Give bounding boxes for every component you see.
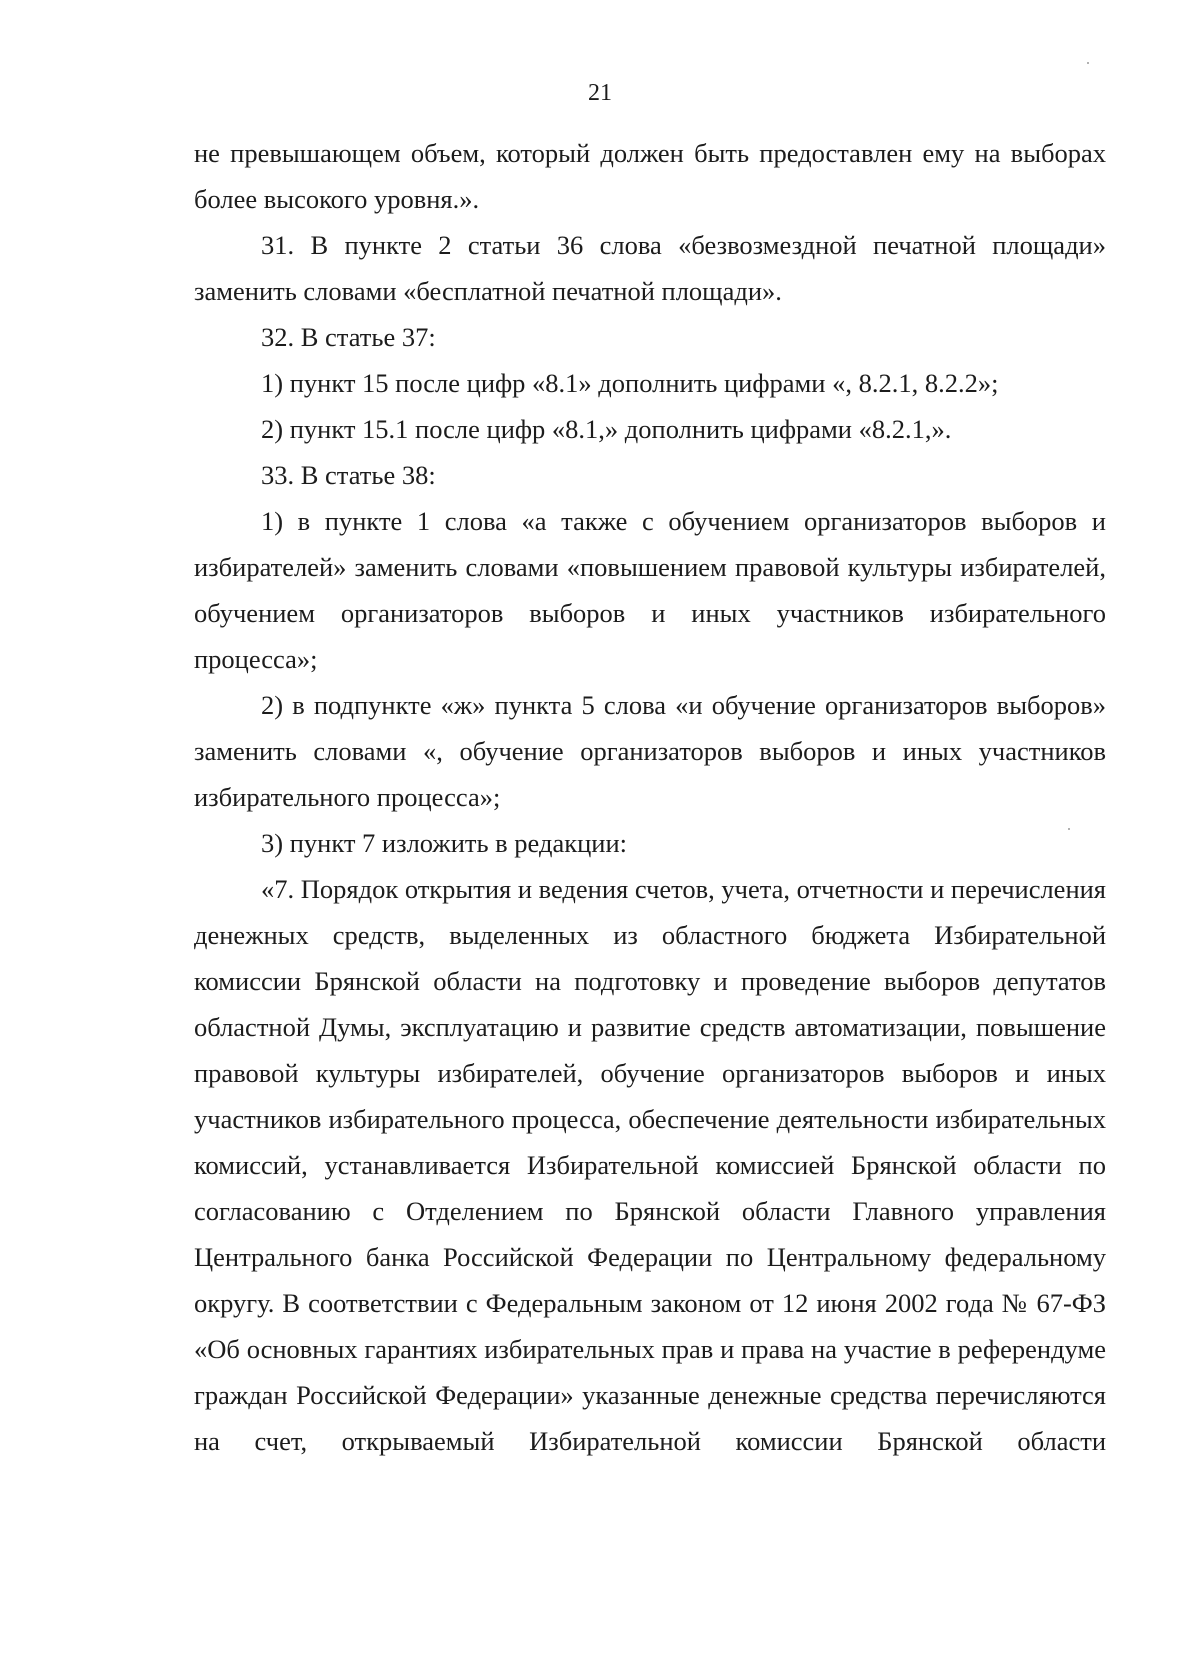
paragraph-item-33: 33. В статье 38:: [261, 460, 436, 490]
paragraph-item-32-1: 1) пункт 15 после цифр «8.1» дополнить цифрами «, 8.2.1, 8.2.2»;: [261, 368, 999, 398]
paragraph-quoted-item-7: «7. Порядок открытия и ведения счетов, учета, отчетности и перечисления денежных средств, выделенных из областного бюджета Избирательной комиссии Брянской области на подготовку и проведение выборов депутатов областной Думы, эксплуатацию и развитие средств автоматизации, повышение правовой культуры избирателей, обучение организаторов выборов и иных участников избирательного процесса, обеспечение деятельности избирательных комиссий, устанавливается Избирательной комиссией Брянской области по согласованию с Отделением по Брянской области Главного управления Центрального банка Российской Федерации по Центральному федеральному округу. В соответствии с Федеральным законом от 12 июня 2002 года № 67-ФЗ «Об основных гарантиях избирательных прав и права на участие в референдуме граждан Российской Федерации» указанные денежные средства перечисляются на счет, открываемый Избирательной комиссии Брянской области: [194, 874, 1106, 1456]
paragraph-item-33-1: 1) в пункте 1 слова «а также с обучением организаторов выборов и избирателей» заменить словами «повышением правовой культуры избирателей, обучением организаторов выборов и иных участников избирательного процесса»;: [194, 506, 1106, 674]
scan-speck: [1068, 828, 1070, 830]
page-number: 21: [588, 80, 612, 106]
paragraph-item-31: 31. В пункте 2 статьи 36 слова «безвозмездной печатной площади» заменить словами «бесплатной печатной площади».: [194, 230, 1106, 306]
paragraph-item-32-2: 2) пункт 15.1 после цифр «8.1,» дополнить цифрами «8.2.1,».: [261, 414, 952, 444]
paragraph-item-32: 32. В статье 37:: [261, 322, 436, 352]
paragraph-item-33-2: 2) в подпункте «ж» пункта 5 слова «и обучение организаторов выборов» заменить словами «, обучение организаторов выборов и иных участников избирательного процесса»;: [194, 690, 1106, 812]
document-body: [194, 130, 1106, 1464]
paragraph-continuation: не превышающем объем, который должен быть предоставлен ему на выборах более высокого уровня.».: [194, 138, 1106, 214]
paragraph-item-33-3: 3) пункт 7 изложить в редакции:: [261, 828, 627, 858]
scan-speck: [1087, 62, 1089, 64]
